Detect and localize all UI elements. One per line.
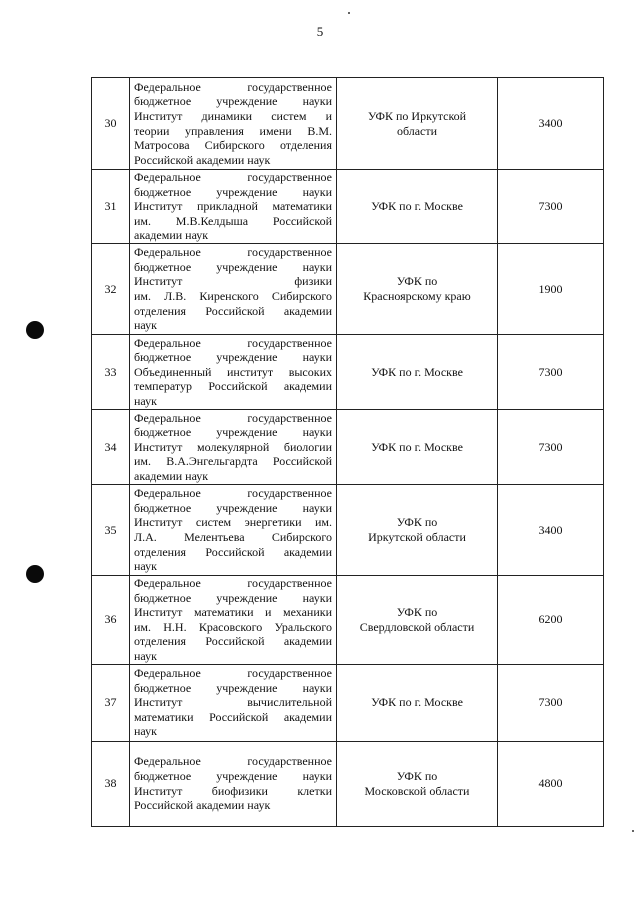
institution-name-line: Институт динамики систем и — [134, 108, 332, 123]
treasury-office-line: УФК по г. Москве — [371, 199, 463, 214]
institution-name-line: Российской академии наук — [134, 798, 271, 813]
institution-name-line: академии наук — [134, 468, 209, 483]
treasury-office-line: Иркутской области — [368, 530, 466, 544]
institution-name — [130, 170, 337, 244]
row-number: 32 — [92, 244, 130, 335]
institution-name-line: бюджетное учреждение науки — [134, 768, 332, 783]
punch-hole-mark — [26, 321, 44, 339]
institution-name-line: Матросова Сибирского отделения — [134, 138, 332, 153]
table-row — [92, 741, 604, 826]
institution-name-line: бюджетное учреждение науки — [134, 425, 332, 440]
institution-name-line: теории управления имени В.М. — [134, 123, 332, 138]
table-row — [92, 244, 604, 335]
treasury-office-line: УФК по г. Москве — [371, 439, 463, 454]
amount: 7300 — [498, 410, 604, 485]
institution-name — [130, 410, 337, 485]
table-row — [92, 170, 604, 244]
institution-name-line: наук — [134, 393, 157, 408]
scan-speck — [348, 12, 350, 14]
institution-name-line: бюджетное учреждение науки — [134, 590, 332, 605]
treasury-office-line: УФК по г. Москве — [371, 364, 463, 379]
institution-name — [130, 335, 337, 410]
treasury-office — [337, 410, 498, 485]
institution-name-line: Федеральное государственное — [134, 170, 332, 185]
institution-name-line: отделения Российской академии — [134, 544, 332, 559]
institution-name-line: Федеральное государственное — [134, 666, 332, 681]
institution-name-line: им. Л.В. Киренского Сибирского — [134, 289, 332, 303]
treasury-office-line: Свердловской области — [359, 619, 475, 634]
institution-name-line: Институт биофизики клетки — [134, 783, 332, 798]
amount: 6200 — [498, 576, 604, 665]
treasury-office — [337, 335, 498, 410]
table-row — [92, 410, 604, 485]
institution-name-line: наук — [134, 559, 157, 574]
amount: 3400 — [498, 78, 604, 170]
institution-name-line: наук — [134, 318, 157, 333]
institution-name-line: Институт прикладной математики — [134, 199, 332, 214]
institution-name-line: Институт систем энергетики им. — [134, 515, 332, 530]
treasury-office-line: Красноярскому краю — [363, 289, 471, 303]
institution-name-line: им. Н.Н. Красовского Уральского — [134, 619, 332, 634]
treasury-office-line: УФК по Иркутской — [367, 108, 467, 123]
treasury-office — [337, 244, 498, 335]
treasury-office-line: УФК по — [396, 515, 438, 530]
institution-name-line: Федеральное государственное — [134, 410, 332, 425]
institution-name — [130, 78, 337, 170]
treasury-office — [337, 170, 498, 244]
institution-name-line: отделения Российской академии — [134, 634, 332, 649]
institution-name-line: бюджетное учреждение науки — [134, 500, 332, 515]
institution-name-line: Институт молекулярной биологии — [134, 439, 332, 454]
institution-name-line: Федеральное государственное — [134, 486, 332, 501]
amount: 3400 — [498, 485, 604, 576]
treasury-office-line: УФК по — [396, 605, 438, 620]
institution-name — [130, 244, 337, 335]
institution-name-line: наук — [134, 648, 157, 663]
institution-name-line: бюджетное учреждение науки — [134, 350, 332, 365]
institution-name-line: температур Российской академии — [134, 379, 332, 394]
institution-name-line: им. М.В.Келдыша Российской — [134, 213, 332, 228]
treasury-office — [337, 576, 498, 665]
institutions-table — [91, 77, 604, 827]
institution-name — [130, 741, 337, 826]
institution-name-line: бюджетное учреждение науки — [134, 259, 332, 274]
institution-name-line: им. В.А.Энгельгардта Российской — [134, 454, 332, 469]
page-number: 5 — [316, 24, 324, 39]
institution-name-line: Федеральное государственное — [134, 245, 332, 260]
treasury-office-line: Московской области — [364, 783, 470, 798]
row-number: 34 — [92, 410, 130, 485]
table-row — [92, 78, 604, 170]
treasury-office — [337, 664, 498, 741]
treasury-office-line: области — [396, 123, 438, 138]
table-row — [92, 576, 604, 665]
row-number: 38 — [92, 741, 130, 826]
treasury-office-line: УФК по г. Москве — [371, 695, 463, 710]
amount: 7300 — [498, 335, 604, 410]
institution-name-line: математики Российской академии — [134, 709, 332, 724]
table-row — [92, 335, 604, 410]
scan-speck — [632, 830, 634, 832]
institution-name-line: наук — [134, 724, 157, 739]
treasury-office — [337, 485, 498, 576]
treasury-office-line: УФК по — [396, 768, 438, 783]
institution-name-line: Российской академии наук — [134, 152, 271, 167]
institution-name-line: бюджетное учреждение науки — [134, 680, 332, 695]
amount: 7300 — [498, 664, 604, 741]
institution-name-line: Институт физики — [134, 274, 332, 289]
row-number: 30 — [92, 78, 130, 170]
treasury-office — [337, 78, 498, 170]
amount: 4800 — [498, 741, 604, 826]
treasury-office-line: УФК по — [396, 274, 438, 289]
row-number: 37 — [92, 664, 130, 741]
institution-name-line: Федеральное государственное — [134, 576, 332, 590]
amount: 1900 — [498, 244, 604, 335]
punch-hole-mark — [26, 565, 44, 583]
institution-name-line: бюджетное учреждение науки — [134, 94, 332, 109]
row-number: 36 — [92, 576, 130, 665]
row-number: 35 — [92, 485, 130, 576]
institution-name-line: академии наук — [134, 228, 209, 243]
treasury-office — [337, 741, 498, 826]
institution-name-line: Институт математики и механики — [134, 605, 332, 620]
row-number: 31 — [92, 170, 130, 244]
institution-name-line: Федеральное государственное — [134, 754, 332, 769]
institution-name-line: отделения Российской академии — [134, 303, 332, 318]
table-row — [92, 664, 604, 741]
institution-name-line: бюджетное учреждение науки — [134, 184, 332, 199]
institution-name-line: Институт вычислительной — [134, 695, 332, 710]
institution-name-line: Объединенный институт высоких — [134, 364, 332, 379]
amount: 7300 — [498, 170, 604, 244]
row-number: 33 — [92, 335, 130, 410]
institution-name — [130, 485, 337, 576]
institution-name — [130, 576, 337, 665]
institution-name-line: Федеральное государственное — [134, 335, 332, 350]
institution-name-line: Л.А. Мелентьева Сибирского — [134, 530, 332, 544]
table-row — [92, 485, 604, 576]
institution-name — [130, 664, 337, 741]
institution-name-line: Федеральное государственное — [134, 79, 332, 94]
